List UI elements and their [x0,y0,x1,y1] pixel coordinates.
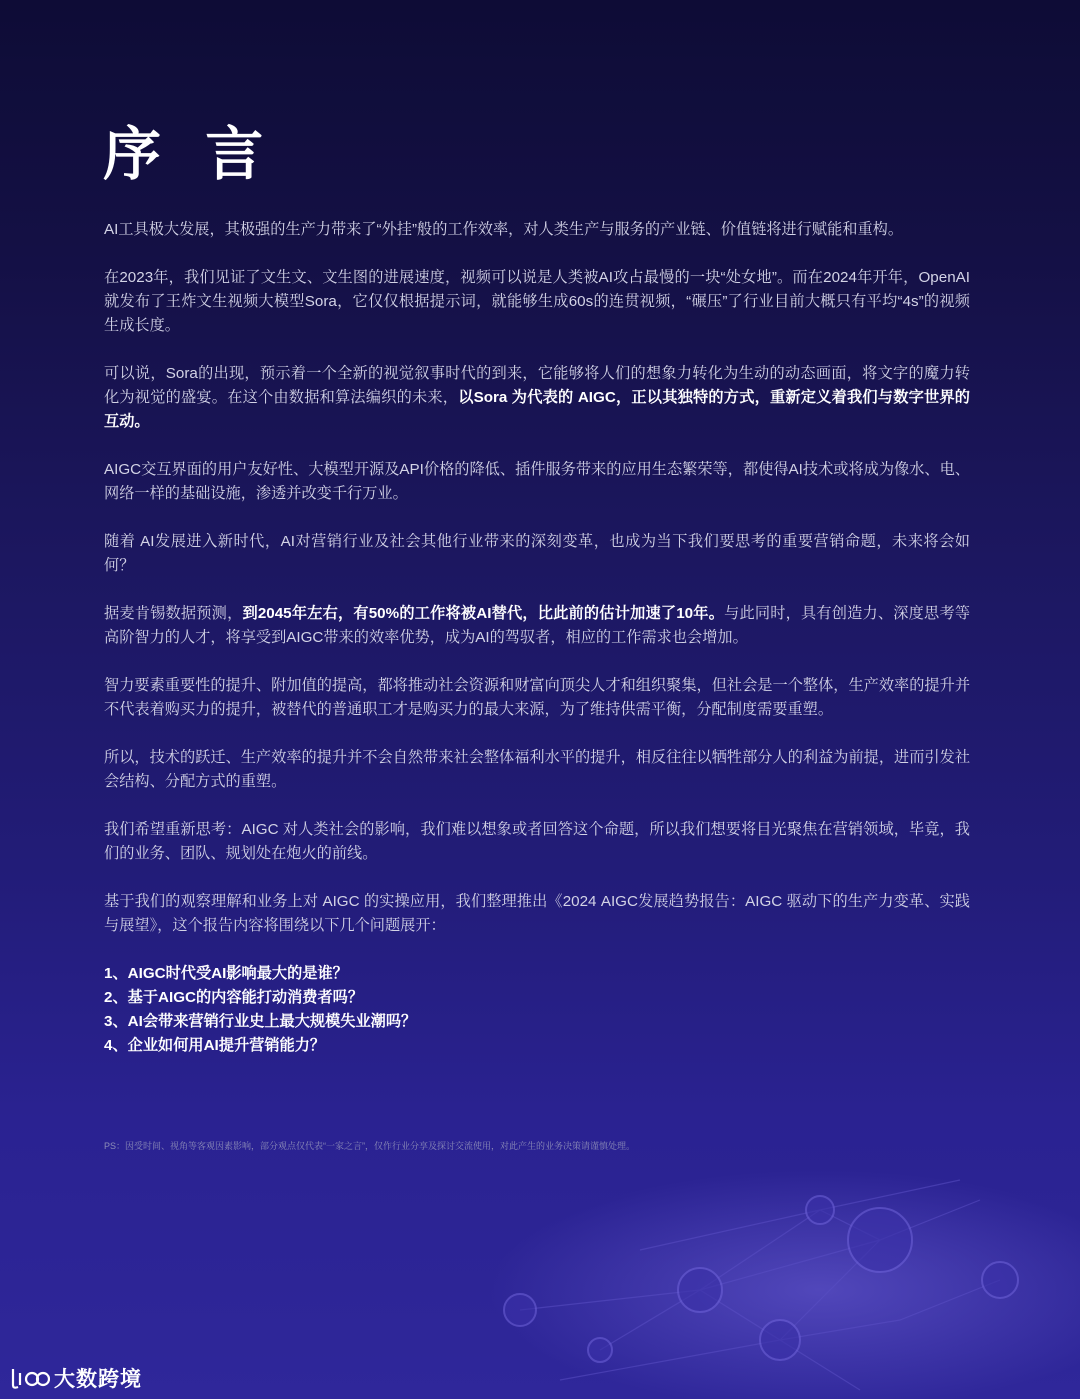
paragraph [104,530,970,578]
emphasis-text: 到2045年左右，有50%的工作将被AI替代，比此前的估计加速了10年。 [242,605,725,622]
paragraph-list [104,218,970,938]
question-item: 1、AIGC时代受AI影响最大的是谁？ [104,965,348,982]
preface-body [104,218,970,1058]
paragraph-text: AIGC交互界面的用户友好性、大模型开源及API价格的降低、插件服务带来的应用生态繁荣等，都使得AI技术或将成为像水、电、网络一样的基础设施，渗透并改变千行万业。 [104,461,970,502]
question-item: 4、企业如何用AI提升营销能力？ [104,1037,326,1054]
paragraph [104,818,970,866]
paragraph-text: 据麦肯锡数据预测， [104,605,243,622]
paragraph-text: 所以，技术的跃迁、生产效率的提升并不会自然带来社会整体福利水平的提升，相反往往以牺牲部分人的利益为前提，进而引发社会结构、分配方式的重塑。 [104,749,970,790]
paragraph-text: AI工具极大发展，其极强的生产力带来了“外挂”般的工作效率，对人类生产与服务的产业链、价值链将进行赋能和重构。 [104,221,904,238]
paragraph-text: 与此同时，具有创造力、深度思考等高阶智力的人才，将享受到AIGC带来的效率优势，成为AI的驾驭者，相应的工作需求也会增加。 [104,605,971,646]
paragraph-text: 可以说，Sora的出现，预示着一个全新的视觉叙事时代的到来，它能够将人们的想象力转化为生动的动态画面，将文字的魔力转化为视觉的盛宴。在这个由数据和算法编织的未来， [104,365,970,406]
page-title: 序 言 [103,120,276,188]
question-item: 3、AI会带来营销行业史上最大规模失业潮吗？ [104,1013,417,1030]
brand-logo-icon [10,1365,50,1391]
watermark-logo [10,1363,142,1393]
paragraph-text: 基于我们的观察理解和业务上对 AIGC 的实操应用，我们整理推出《2024 AIGC发展趋势报告：AIGC 驱动下的生产力变革、实践与展望》，这个报告内容将围绕以下几个问题展开： [104,893,970,934]
question-item: 2、基于AIGC的内容能打动消费者吗？ [104,989,364,1006]
paragraph-text: 随着 AI发展进入新时代，AI对营销行业及社会其他行业带来的深刻变革，也成为当下我们要思考的重要营销命题，未来将会如何？ [104,533,970,574]
paragraph [104,458,970,506]
paragraph [104,362,970,434]
disclaimer-note: PS：因受时间、视角等客观因素影响，部分观点仅代表“一家之言”，仅作行业分享及探讨交流使用，对此产生的业务决策请谨慎处理。 [104,1141,636,1151]
paragraph [104,674,970,722]
paragraph [104,266,970,338]
paragraph [104,602,970,650]
emphasis-text: 以Sora 为代表的 AIGC，正以其独特的方式，重新定义着我们与数字世界的互动。 [104,389,970,430]
question-list [104,962,970,1058]
paragraph [104,890,970,938]
watermark-text: 大数跨境 [54,1367,142,1391]
paragraph [104,218,970,242]
paragraph-text: 智力要素重要性的提升、附加值的提高，都将推动社会资源和财富向顶尖人才和组织聚集，但社会是一个整体，生产效率的提升并不代表着购买力的提升，被替代的普通职工才是购买力的最大来源，为了维持供需平衡，分配制度需要重塑。 [104,677,970,718]
paragraph-text: 我们希望重新思考：AIGC 对人类社会的影响，我们难以想象或者回答这个命题，所以我们想要将目光聚焦在营销领域，毕竟，我们的业务、团队、规划处在炮火的前线。 [104,821,970,862]
paragraph-text: 在2023年，我们见证了文生文、文生图的进展速度，视频可以说是人类被AI攻占最慢的一块“处女地”。而在2024年开年，OpenAI就发布了王炸文生视频大模型Sora，它仅仅根据提示词，就能够生成60s的连贯视频，“碾压”了行业目前大概只有平均“4s”的视频生成长度。 [104,269,970,334]
paragraph [104,746,970,794]
